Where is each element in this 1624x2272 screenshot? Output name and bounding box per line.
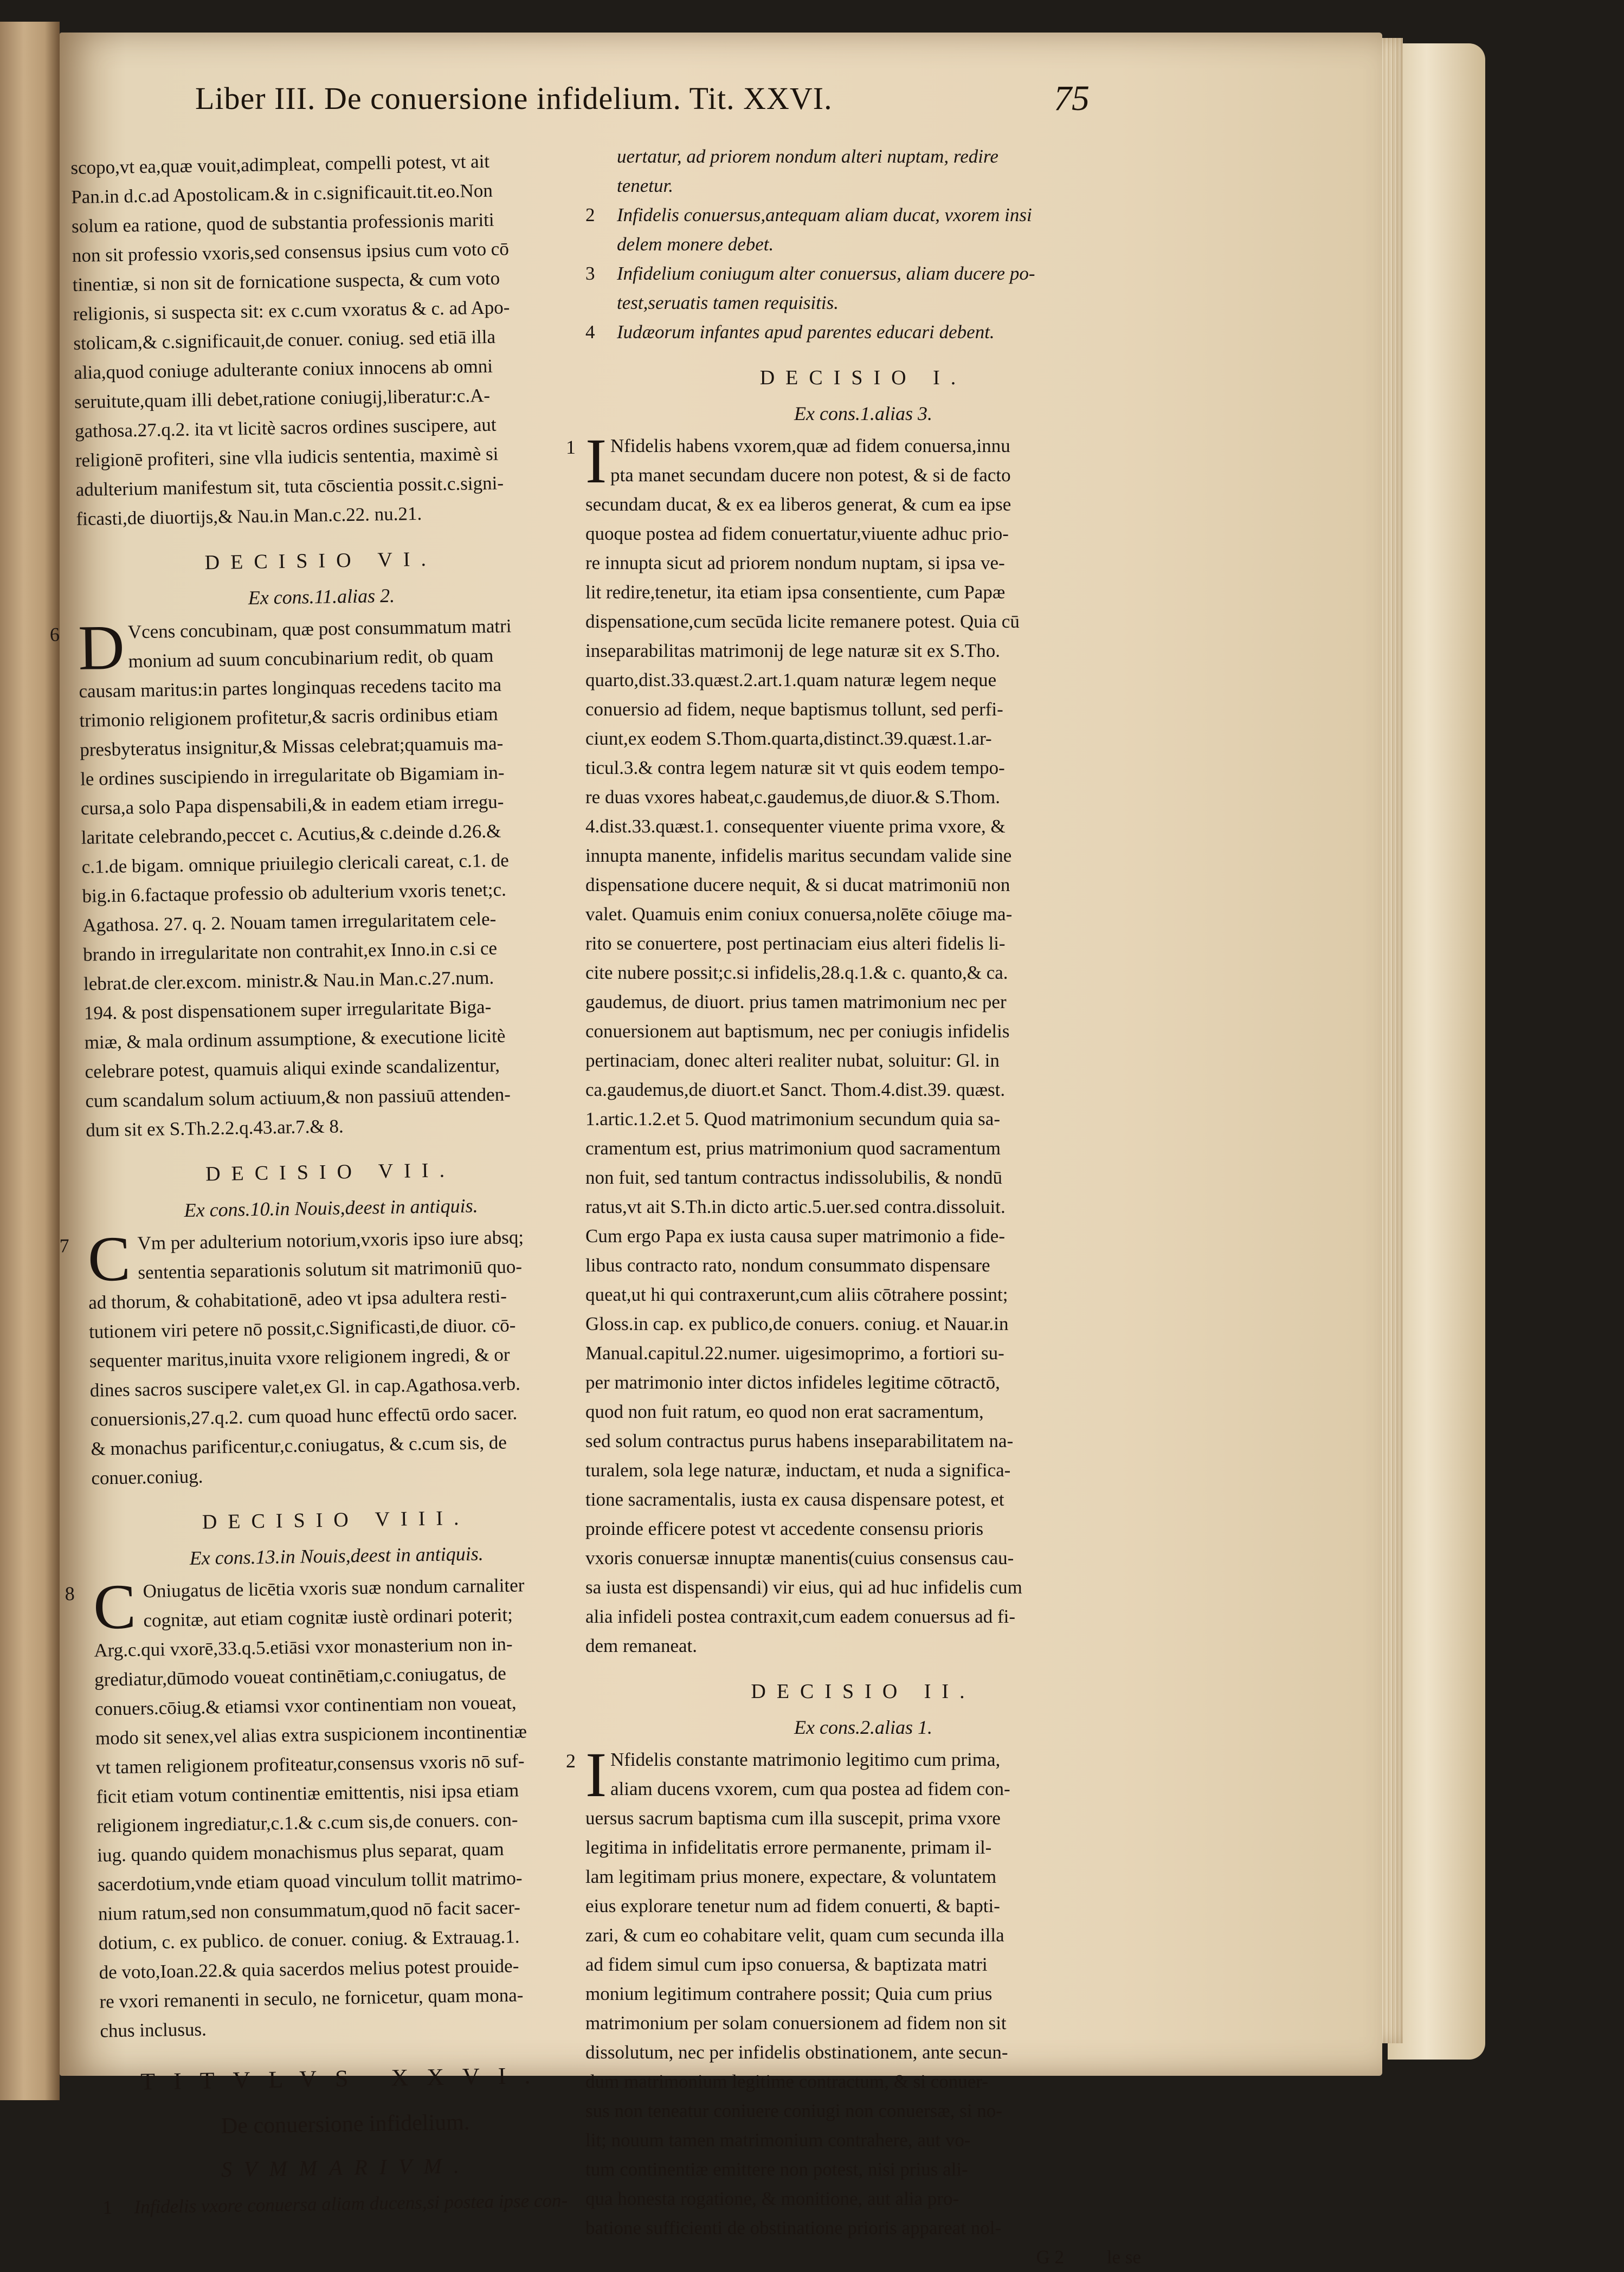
text-line: zari, & cum eo cohabitare velit, quam cum secunda illa xyxy=(585,1925,1004,1946)
text-line: monium legitimum contrahere possit; Quia cum prius xyxy=(585,1983,993,2004)
text-line: cum scandalum solum actiuum,& non passiuū attenden- xyxy=(85,1083,511,1112)
summary-text: Infidelis conuersus,antequam aliam ducat, vxorem insi xyxy=(617,204,1032,225)
text-line: dissolutum, nec per infidelis obstinationem, ante secun- xyxy=(585,2042,1008,2063)
text-line: ticul.3.& contra legem naturæ sit vt quis eodem tempo- xyxy=(585,757,1005,778)
text-line: monium ad suum concubinarium redit, ob quam xyxy=(128,644,494,672)
text-line: dispensatione,cum secūda licite remanere potest. Quia cū xyxy=(585,611,1020,632)
text-line: inseparabilitas matrimonij de lege naturæ sit ex S.Tho. xyxy=(585,640,1000,661)
text-line: conuersionis,27.q.2. cum quoad hunc effectū ordo sacer. xyxy=(90,1402,518,1430)
text-line: ficit etiam votum continentiæ emittentis, nisi ipsa etiam xyxy=(96,1779,519,1808)
drop-initial: I xyxy=(585,425,607,496)
margin-number: 8 xyxy=(65,1583,75,1605)
text-line: dines sacros suscipere valet,ex Gl. in cap.Agathosa.verb. xyxy=(89,1373,521,1401)
drop-initial: C xyxy=(87,1223,131,1295)
text-line: ad thorum, & cohabitationē, adeo vt ipsa adultera resti- xyxy=(88,1285,507,1313)
text-line: alia infideli postea contraxit,cum eadem conuersus ad fi- xyxy=(585,1606,1016,1627)
text-line: religionē profiteri, sine vlla iudicis sententia, maximè si xyxy=(75,443,499,471)
decisio-source: Ex cons.2.alias 1. xyxy=(794,1716,932,1738)
text-line: dem remaneat. xyxy=(585,1635,698,1656)
text-line: celebrare potest, quamuis aliqui exinde scandalizentur, xyxy=(85,1054,500,1082)
text-line: tum continentiæ emittere non potest, nisi prius ali- xyxy=(585,2159,968,2180)
drop-initial: D xyxy=(78,611,125,683)
summary-item xyxy=(585,259,1141,288)
text-line: modo sit senex,vel alias extra suspicionem incontinentiæ xyxy=(95,1721,527,1749)
text-line: alia,quod coniuge adulterante coniux innocens ab omni xyxy=(74,355,493,383)
decisio-source: Ex cons.10.in Nouis,deest in antiquis. xyxy=(184,1195,478,1221)
decisio-paragraph xyxy=(59,1222,579,1493)
titulus-subtitle: De conuersione infidelium. xyxy=(221,2109,470,2139)
summary-item xyxy=(585,201,1141,230)
decisio-source: Ex cons.1.alias 3. xyxy=(794,403,932,424)
catchword: le se xyxy=(1106,2247,1141,2268)
text-line: vxoris conuersæ innuptæ manentis(cuius consensus cau- xyxy=(585,1547,1014,1569)
summary-number: 4 xyxy=(585,321,595,343)
decisio-paragraph xyxy=(566,425,1141,1661)
text-line: & monachus parificentur,c.coniugatus, & c.cum sis, de xyxy=(91,1431,507,1460)
text-line: brando in irregularitate non contrahit,ex Inno.in c.si ce xyxy=(82,937,498,965)
summary-number: 1 xyxy=(102,2197,113,2218)
text-line: queat,ut hi qui contraxerunt,cum aliis cōtrahere possint; xyxy=(585,1284,1008,1305)
text-line: laritate celebrando,peccet c. Acutius,& c.deinde d.26.& xyxy=(81,820,501,848)
right-column xyxy=(566,142,1141,2272)
text-line: Cum ergo Papa ex iusta causa super matrimonio a fide- xyxy=(585,1225,1005,1247)
decisio-source: Ex cons.11.alias 2. xyxy=(248,584,395,609)
text-line: conuersio ad fidem, neque baptismus tollunt, sed perfi- xyxy=(585,699,1003,720)
text-line: secundam ducat, & ex ea liberos generat, & cum ea ipse xyxy=(585,494,1011,515)
text-line: sus non teneatur coniuere coniugi non conuersæ, si no- xyxy=(585,2100,1002,2121)
text-line: quoque postea ad fidem conuertatur,viuente adhuc prio- xyxy=(585,523,1009,544)
text-line: 1.artic.1.2.et 5. Quod matrimonium secundum quia sa- xyxy=(585,1108,1000,1129)
text-line: re innupta sicut ad priorem nondum nuptam, si ipsa ve- xyxy=(585,552,1005,573)
decisio-heading: DECISIO I. xyxy=(759,366,967,389)
text-line: lebrat.de cler.excom. ministr.& Nau.in Man.c.27.num. xyxy=(83,966,494,995)
text-line: matrimonium per solam conuersionem ad fidem non sit xyxy=(585,2012,1007,2034)
text-line: Manual.capitul.22.numer. uigesimoprimo, a fortiori su- xyxy=(585,1342,1004,1364)
text-line: sequenter maritus,inuita vxore religionem ingredi, & or xyxy=(89,1344,510,1372)
text-line: Pan.in d.c.ad Apostolicam.& in c.significauit.tit.eo.Non xyxy=(70,179,493,208)
decisio-heading: DECISIO II. xyxy=(751,1680,976,1703)
drop-initial: I xyxy=(585,1739,607,1810)
text-line: religionem ingrediatur,c.1.& c.cum sis,de conuers. con- xyxy=(96,1809,518,1837)
signature-line xyxy=(585,2243,1141,2272)
margin-number: 2 xyxy=(566,1750,576,1772)
text-line: gaudemus, de diuort. prius tamen matrimonium nec per xyxy=(585,991,1007,1012)
margin-number: 1 xyxy=(566,436,576,458)
text-line: non fuit, sed tantum contractus indissolubilis, & nondū xyxy=(585,1167,1002,1188)
text-line: presbyteratus insignitur,& Missas celebrat;quamuis ma- xyxy=(79,732,504,760)
text-line: batione sufficienti de obstinatione prioris appareat nol- xyxy=(585,2217,1002,2238)
titulus-heading: TITVLVS XXVI. xyxy=(140,2062,549,2095)
text-line: valet. Quamuis enim coniux conuersa,nolēte cōiuge ma- xyxy=(585,903,1013,925)
text-line: solum ea ratione, quod de substantia professionis mariti xyxy=(71,209,494,237)
text-line: re vxori remanenti in seculo, ne fornicetur, quam mona- xyxy=(99,1984,524,2012)
summary-text: delem monere debet. xyxy=(617,234,774,255)
text-line: conuer.coniug. xyxy=(91,1466,203,1489)
text-line: dum sit ex S.Th.2.2.q.43.ar.7.& 8. xyxy=(86,1115,344,1141)
margin-number: 6 xyxy=(49,623,60,646)
text-line: conuers.cōiug.& etiamsi vxor continentiam non voueat, xyxy=(94,1692,517,1720)
text-line: ca.gaudemus,de diuort.et Sanct. Thom.4.dist.39. quæst. xyxy=(585,1079,1006,1100)
text-line: Vcens concubinam, quæ post consummatum matri xyxy=(127,615,512,643)
text-line: seruitute,quam illi debet,ratione coniugij,liberatur:c.A- xyxy=(74,384,491,412)
drop-initial: C xyxy=(93,1571,137,1643)
decisio-heading: DECISIO VIII. xyxy=(202,1506,470,1534)
opening-paragraph xyxy=(70,146,564,534)
text-line: sententia separationis solutum sit matrimoniū quo- xyxy=(138,1256,523,1283)
text-line: chus inclusus. xyxy=(100,2018,207,2042)
text-line: dispensatione ducere nequit, & si ducat matrimoniū non xyxy=(585,874,1010,895)
decisio-heading: DECISIO VII. xyxy=(205,1159,456,1186)
text-line: Arg.c.qui vxorē,33.q.5.etiāsi vxor monasterium non in- xyxy=(94,1633,513,1661)
summary-text: Infidelium coniugum alter conuersus, aliam ducere po- xyxy=(617,263,1035,284)
text-line: non sit professio vxoris,sed consensus ipsius cum voto cō xyxy=(72,238,510,266)
text-line: scopo,vt ea,quæ vouit,adimpleat, compelli potest, vt ait xyxy=(70,150,490,178)
text-line: le ordines suscipiendo in irregularitate ob Bigamiam in- xyxy=(80,761,505,790)
summary-number: 3 xyxy=(585,263,595,284)
summary-item xyxy=(585,318,1141,347)
text-line: ciunt,ex eodem S.Thom.quarta,distinct.39.quæst.1.ar- xyxy=(585,728,992,749)
text-line: de voto,Ioan.22.& quia sacerdos melius potest prouide- xyxy=(99,1955,519,1983)
text-line: uersus sacrum baptisma cum illa suscepit, prima vxore xyxy=(585,1808,1001,1829)
left-column xyxy=(49,146,591,2223)
summary-number: 2 xyxy=(585,204,595,225)
text-line: ratus,vt ait S.Th.in dicto artic.5.uer.sed contra.dissoluit. xyxy=(585,1196,1006,1217)
text-line: c.1.de bigam. omnique priuilegio clericali careat, c.1. de xyxy=(81,849,510,877)
summary-text: Infidelis vxore conuersa aliam ducens,si postea ipse con- xyxy=(134,2190,568,2218)
decisio-paragraph xyxy=(49,611,573,1145)
text-line: 194. & post dispensationem super irregularitate Biga- xyxy=(83,996,492,1024)
text-line: lam legitimam prius monere, expectare, & voluntatem xyxy=(585,1866,997,1887)
text-line: Vm per adulterium notorium,vxoris ipso iure absq; xyxy=(137,1227,524,1254)
text-line: lit redire,tenetur, ita etiam ipsa consentiente, cum Papæ xyxy=(585,582,1006,603)
text-line: dum matrimonium legitime contractum, & si conuer- xyxy=(585,2071,988,2092)
text-line: tinentiæ, si non sit de fornicatione suspecta, & cum voto xyxy=(72,267,500,295)
text-line: Nfidelis habens vxorem,quæ ad fidem conuersa,innu xyxy=(610,435,1010,456)
text-line: trimonio religionem profitetur,& sacris ordinibus etiam xyxy=(79,703,498,731)
text-line: cursa,a solo Papa dispensabili,& in eadem etiam irregu- xyxy=(80,791,504,819)
text-line: cognitæ, aut etiam cognitæ iustè ordinari poterit; xyxy=(143,1604,513,1631)
text-line: tione sacramentalis, iusta ex causa dispensare potest, et xyxy=(585,1489,1004,1510)
text-line: legitima in infidelitatis errore permanente, primam il- xyxy=(585,1837,992,1858)
text-line: adulterium manifestum sit, tuta cōscientia possit.c.signi- xyxy=(75,472,504,500)
page-number: 75 xyxy=(1054,79,1090,118)
text-line: dotium, c. ex publico. de conuer. coniug. & Extrauag.1. xyxy=(98,1926,520,1954)
text-line: tutionem viri petere nō possit,c.Significasti,de diuor. cō- xyxy=(88,1314,516,1342)
text-line: causam maritus:in partes longinquas recedens tacito ma xyxy=(79,674,502,702)
text-line: eius explorare tenetur num ad fidem conuerti, & bapti- xyxy=(585,1895,1000,1916)
text-line: stolicam,& c.significauit,de conuer. coniug. sed etiā illa xyxy=(73,326,496,354)
text-line: innupta manente, infidelis maritus secundam valide sine xyxy=(585,845,1012,866)
decisio-paragraph xyxy=(566,1739,1141,2243)
running-header xyxy=(195,80,1090,129)
text-line: pertinaciam, donec alteri realiter nubat, soluitur: Gl. in xyxy=(585,1050,1000,1071)
text-line: religionis, si suspecta sit: ex c.cum vxoratus & c. ad Apo- xyxy=(73,296,510,325)
decisio-source: Ex cons.13.in Nouis,deest in antiquis. xyxy=(189,1542,484,1569)
text-line: aliam ducens vxorem, cum qua postea ad fidem con- xyxy=(610,1778,1010,1799)
text-line: re duas vxores habeat,c.gaudemus,de diuor.& S.Thom. xyxy=(585,786,1000,808)
text-line: Agathosa. 27. q. 2. Nouam tamen irregularitatem cele- xyxy=(82,908,497,936)
summary-text: Iudæorum infantes apud parentes educari debent. xyxy=(617,321,995,343)
running-title: Liber III. De conuersione infidelium. Tit. XXVI. xyxy=(195,81,833,116)
text-line: turalem, sola lege naturæ, inductam, et nuda a significa- xyxy=(585,1460,1011,1481)
text-line: cramentum est, prius matrimonium quod sacramentum xyxy=(585,1138,1001,1159)
text-line: sacerdotium,vnde etiam quoad vinculum tollit matrimo- xyxy=(97,1867,523,1895)
text-line: ficasti,de diuortijs,& Nau.in Man.c.22. nu.21. xyxy=(76,502,422,530)
text-line: Oniugatus de licētia vxoris suæ nondum carnaliter xyxy=(143,1574,525,1602)
text-line: 4.dist.33.quæst.1. consequenter viuente prima vxore, & xyxy=(585,816,1006,837)
facing-page-edge xyxy=(0,22,60,2100)
text-line: sed solum contractus purus habens inseparabilitatem na- xyxy=(585,1430,1014,1451)
signature-mark: G 2 xyxy=(1036,2247,1065,2268)
text-line: lit; nouum tamen matrimonium contrahere, aut vo- xyxy=(585,2129,971,2151)
text-line: Nfidelis constante matrimonio legitimo cum prima, xyxy=(610,1749,1001,1770)
text-line: gathosa.27.q.2. ita vt licitè sacros ordines suscipere, aut xyxy=(74,414,497,442)
text-line: sa iusta est dispensandi) vir eius, qui ad huc infidelis cum xyxy=(585,1577,1022,1598)
text-line: quod non fuit ratum, eo quod non erat sacramentum, xyxy=(585,1401,984,1422)
summarium-heading: SVMMARIVM. xyxy=(221,2153,472,2182)
text-line: pta manet secundam ducere non potest, & si de facto xyxy=(610,464,1011,486)
text-line: libus contracto rato, nondum consummato dispensare xyxy=(585,1255,990,1276)
summary-text: test,seruatis tamen requisitis. xyxy=(617,292,839,313)
text-line: Gloss.in cap. ex publico,de conuers. coniug. et Nauar.in xyxy=(585,1313,1009,1334)
text-line: big.in 6.factaque professio ob adulterium vxoris tenet;c. xyxy=(82,879,507,907)
text-line: conuersionem aut baptismum, nec per coniugis infidelis xyxy=(585,1021,1010,1042)
text-line: nium ratum,sed non consummatum,quod nō facit sacer- xyxy=(98,1896,521,1925)
summary-continuation: uertatur, ad priorem nondum alteri nuptam, redire xyxy=(617,146,998,167)
text-line: cite nubere possit;c.si infidelis,28.q.1.& c. quanto,& ca. xyxy=(585,962,1008,983)
decisio-paragraph xyxy=(65,1570,588,2046)
text-line: rito se conuertere, post pertinaciam eius alteri fidelis li- xyxy=(585,933,1006,954)
text-line: vt tamen religionem profiteatur,consensus vxoris nō suf- xyxy=(95,1750,525,1778)
text-line: proinde efficere potest vt accedente consensu prioris xyxy=(585,1518,984,1539)
text-line: per matrimonio inter dictos infideles legitime cōtractō, xyxy=(585,1372,1000,1393)
text-line: iug. quando quidem monachismus plus separat, quam xyxy=(97,1838,504,1866)
decisio-heading: DECISIO VI. xyxy=(204,547,437,575)
summary-continuation: tenetur. xyxy=(617,175,674,196)
text-line: miæ, & mala ordinum assumptione, & executione licitè xyxy=(84,1025,506,1053)
text-line: quarto,dist.33.quæst.2.art.1.quam naturæ legem neque xyxy=(585,669,997,690)
text-line: ad fidem simul cum ipso conuersa, & baptizata matri xyxy=(585,1954,988,1975)
text-line: qua honesta rogatione, & monitione, aut alia pro- xyxy=(585,2188,959,2209)
text-line: grediatur,dūmodo voueat continētiam,c.coniugatus, de xyxy=(94,1662,507,1690)
margin-number: 7 xyxy=(59,1235,69,1257)
